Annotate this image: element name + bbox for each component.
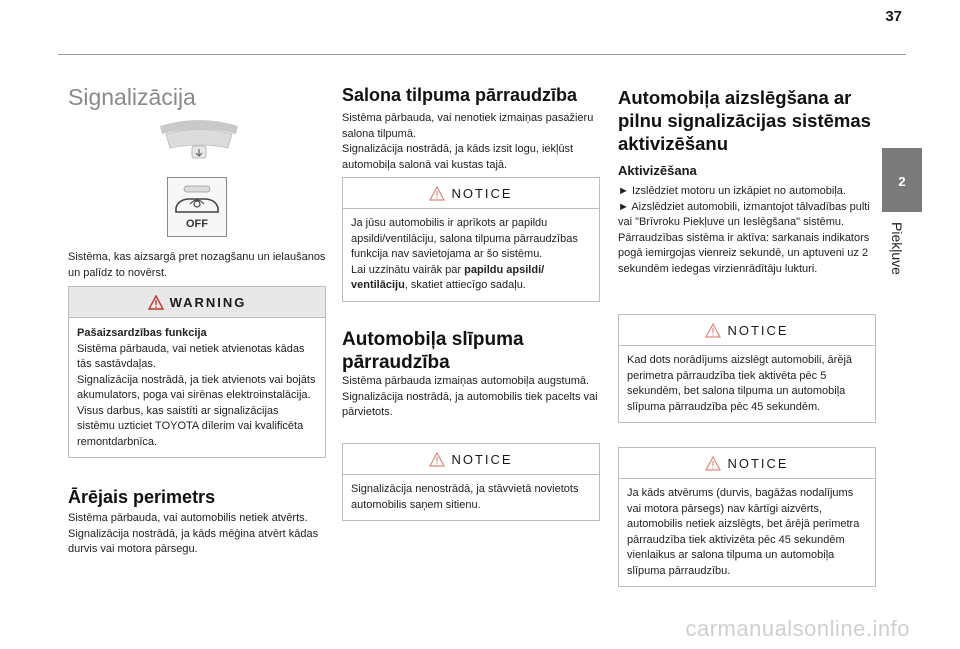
locking-title: Automobiļa aizslēgšana ar pilnu signalizācijas sistēmas aktivizēšanu bbox=[618, 87, 871, 154]
watermark: carmanualsonline.info bbox=[685, 616, 910, 641]
warning-heading: Pašaizsardzības funkcija bbox=[77, 327, 207, 339]
perimeter-title: Ārējais perimetrs bbox=[68, 487, 216, 507]
rearview-mirror-icon bbox=[156, 112, 242, 162]
notice-label: NOTICE bbox=[727, 455, 789, 471]
alarm-off-button-icon bbox=[167, 177, 227, 237]
notice-text: Ja kāds atvērums (durvis, bagāžas nodalījums vai motora pārsegs) nav kārtīgi aizvērts, automobilis netiek aizslēgts, bet ārējā perimetra pārraudzība tiek aktivizēta pēc 45 sekundēm vienlaikus ar salona tilpuma un automobiļa slīpuma pārraudzību. bbox=[627, 487, 860, 577]
notice-text bbox=[343, 209, 599, 301]
perimeter-text: Sistēma pārbauda, vai automobilis netiek atvērts. Signalizācija nostrādā, ja kāds mēģina atvērt kādas durvis vai motora pārsegu. bbox=[68, 512, 319, 555]
notice-label: NOTICE bbox=[727, 322, 789, 338]
tilt-text: Sistēma pārbauda izmaiņas automobiļa augstumā. Signalizācija nostrādā, ja automobilis tiek pacelts vai pārvietots. bbox=[342, 375, 598, 418]
notice-text: Kad dots norādījums aizslēgt automobili, ārējā perimetra pārraudzība tiek aktivēta pēc 5 sekundēm, bet salona tilpuma un automobiļa slīpuma pārraudzība pēc 45 sekundēm. bbox=[627, 354, 853, 413]
warning-text: Sistēma pārbauda, vai netiek atvienotas kādas tās sastāvdaļas. Signalizācija nostrādā, ja tiek atvienots vai bojāts akumulators, poga vai sirēnas elektroinstalācija. Visus darbus, kas saistīti ar signalizācijas sistēmu uzticiet TOYOTA dīlerim vai kvalificēta remontdarbnīca. bbox=[77, 342, 316, 448]
notice-text-part: Ja jūsu automobilis ir aprīkots ar papildu apsildi/ventilāciju, salona tilpuma pārraudzības funkcija nav savietojama ar šo sistēmu. Lai uzzinātu vairāk par bbox=[351, 217, 578, 276]
off-label: OFF bbox=[186, 218, 208, 230]
section-title: Signalizācija bbox=[68, 84, 196, 110]
chapter-label: Piekļuve bbox=[889, 222, 905, 275]
warning-triangle-icon bbox=[148, 295, 164, 310]
notice-text-part: , skatiet attiecīgo sadaļu. bbox=[404, 279, 526, 291]
notice-label: NOTICE bbox=[451, 451, 513, 467]
tilt-title: Automobiļa slīpuma pārraudzība bbox=[342, 329, 524, 373]
volume-text: Sistēma pārbauda, vai nenotiek izmaiņas pasažieru salona tilpumā. Signalizācija nostrādā, ja kāds izsit logu, iekļūst automobiļa salonā vai kustas tajā. bbox=[342, 112, 594, 171]
notice-box-open bbox=[618, 447, 876, 587]
warning-label: WARNING bbox=[169, 294, 247, 310]
notice-label: NOTICE bbox=[451, 185, 513, 201]
notice-box-volume bbox=[342, 177, 600, 302]
warning-box bbox=[68, 286, 326, 458]
notice-box-delay bbox=[618, 314, 876, 423]
activation-subtitle: Aktivizēšana bbox=[618, 163, 697, 178]
notice-text-bold: papildu apsildi/ ventilāciju bbox=[351, 263, 545, 291]
intro-text: Sistēma, kas aizsargā pret nozagšanu un ielaušanos un palīdz to novērst. bbox=[68, 251, 326, 279]
notice-box-tilt bbox=[342, 443, 600, 521]
notice-triangle-icon bbox=[429, 452, 445, 467]
column-1 bbox=[68, 84, 326, 111]
activation-text: ► Izslēdziet motoru un izkāpiet no automobiļa. ► Aizslēdziet automobili, izmantojot tālvadības pulti vai "Brīvroku Piekļuve un Ieslēgšana" sistēmu. Pārraudzības sistēma ir aktīva: sarkanais indikators pogā iemirgojas vienreiz sekundē, un aptuveni uz 2 sekundēm iedegas virzienrādītāju lukturi. bbox=[618, 185, 870, 275]
notice-triangle-icon bbox=[429, 186, 445, 201]
volume-title: Salona tilpuma pārraudzība bbox=[342, 85, 578, 105]
page-number: 37 bbox=[885, 8, 902, 25]
chapter-tab[interactable]: 2 bbox=[882, 148, 922, 212]
notice-triangle-icon bbox=[705, 323, 721, 338]
notice-triangle-icon bbox=[705, 456, 721, 471]
notice-text: Signalizācija nenostrādā, ja stāvvietā novietots automobilis saņem sitienu. bbox=[351, 483, 579, 511]
header-divider bbox=[58, 54, 906, 55]
